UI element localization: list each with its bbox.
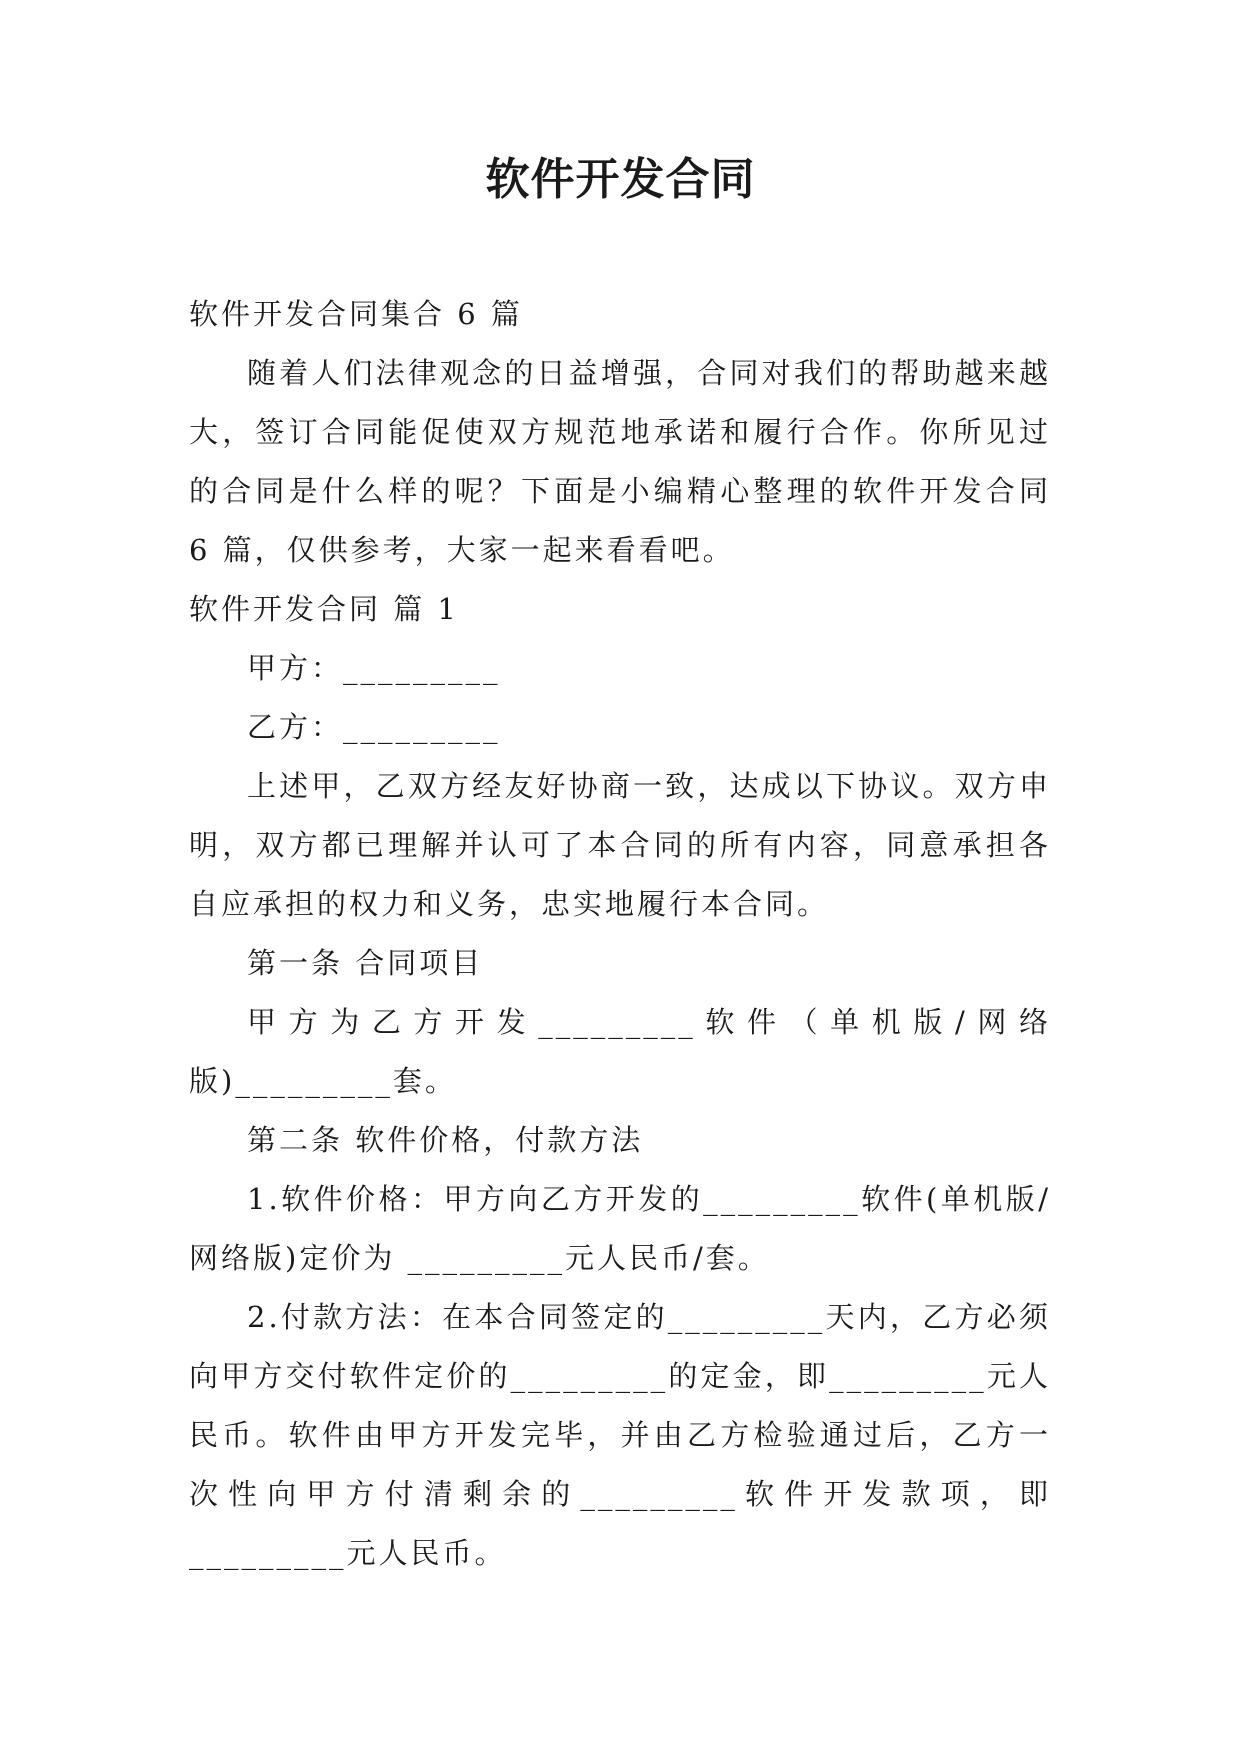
section-heading: 软件开发合同 篇 1 (189, 592, 459, 626)
document-title: 软件开发合同 (485, 154, 756, 205)
agreement-paragraph: 上述甲，乙双方经友好协商一致，达成以下协议。双方申明，双方都已理解并认可了本合同的所有内容，同意承担各自应承担的权力和义务，忠实地履行本合同。 (189, 769, 1051, 921)
article-1-content: 甲方为乙方开发_________软件（单机版/网络版)_________套。 (189, 1005, 1051, 1098)
subtitle-paragraph: 软件开发合同集合 6 篇 (189, 297, 523, 331)
document-body (189, 285, 1051, 1583)
party-a-line: 甲方：_________ (247, 651, 501, 685)
article-2-heading: 第二条 软件价格，付款方法 (247, 1123, 644, 1157)
article-2-item-1: 1.软件价格：甲方向乙方开发的_________软件(单机版/网络版)定价为 _________元人民币/套。 (189, 1182, 1051, 1275)
party-b-line: 乙方：_________ (247, 710, 501, 744)
intro-paragraph: 随着人们法律观念的日益增强，合同对我们的帮助越来越大，签订合同能促使双方规范地承诺和履行合作。你所见过的合同是什么样的呢？下面是小编精心整理的软件开发合同 6 篇，仅供参考，大家一起来看看吧。 (189, 356, 1051, 567)
article-1-heading: 第一条 合同项目 (247, 946, 484, 980)
article-2-item-2: 2.付款方法：在本合同签定的_________天内，乙方必须向甲方交付软件定价的_________的定金，即_________元人民币。软件由甲方开发完毕，并由乙方检验通过后，乙方一次性向甲方付清剩余的_________软件开发款项，即_________元人民币。 (189, 1300, 1051, 1570)
